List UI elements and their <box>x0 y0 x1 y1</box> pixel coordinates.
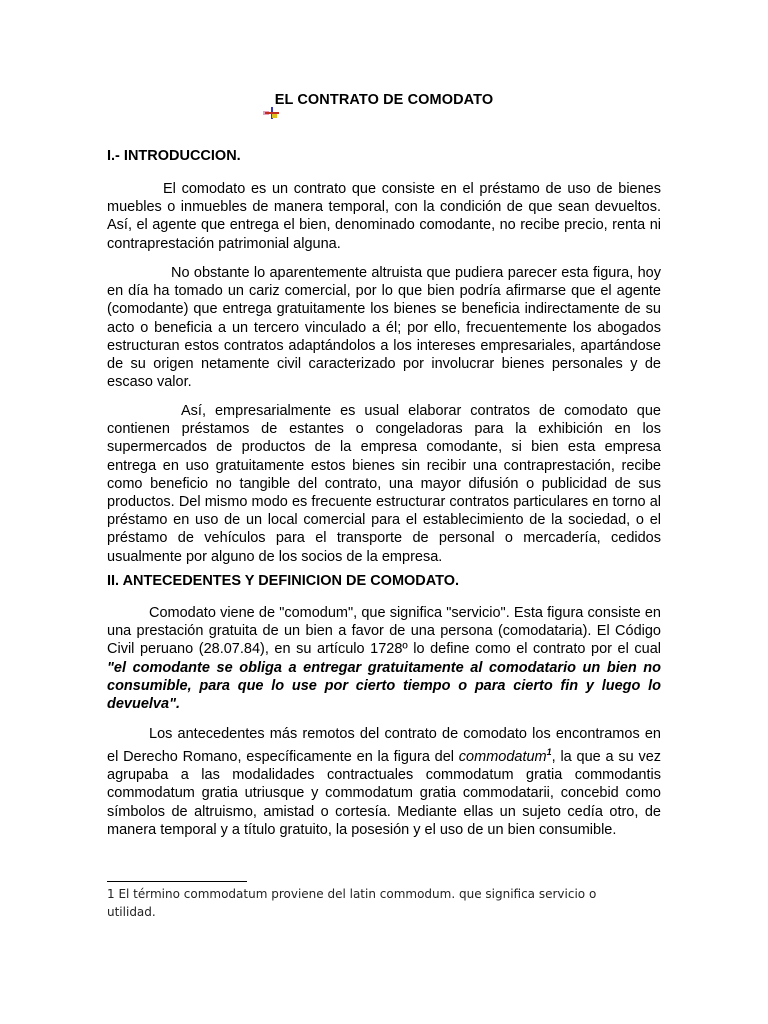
footnote-ref[interactable]: 1 <box>546 747 552 758</box>
civil-code-quote: "el comodante se obliga a entregar gratuitamente al comodatario un bien no consumible, para que lo use por cierto tiempo o para cierto fin y luego lo devuelva". <box>107 659 661 713</box>
section-heading-introduccion: I.- INTRODUCCION. <box>107 148 241 164</box>
paragraph-antecedentes-2-a: Los antecedentes más remotos del contrato de comodato los encontramos en el Derecho Romano, específicamente en la figura del <box>107 726 661 766</box>
crosshair-mark-icon <box>262 106 280 120</box>
paragraph-antecedentes-1-lead: Comodato viene de "comodum", que significa "servicio". Esta figura consiste en una prestación gratuita de un bien a favor de una persona (comodataria). El Código Civil peruano (28.07.84), en su artículo 1728º lo define como el contrato por el cual <box>107 605 661 658</box>
footnote: 1 El término commodatum proviene del latin commodum. que significa servicio o utilidad. <box>107 887 597 919</box>
paragraph-antecedentes-2 <box>107 725 661 839</box>
title-text: EL CONTRATO DE COMODATO <box>274 92 494 108</box>
paragraph-antecedentes-1 <box>107 604 661 713</box>
document-title <box>0 92 768 108</box>
paragraph-antecedentes-2-b: , la que a su vez agrupaba a las modalidades contractuales commodatum gratia commodantis commodatum gratia utriusque y commodatum gratia commodatarii, concebid como símbolos de altruismo, amistad o cortesía. Mediante ellas un sujeto cedía otro, de manera temporal y a título gratuito, la posesión y el uso de un bien consumible. <box>107 749 662 838</box>
footnote-divider <box>107 881 247 882</box>
commodatum-term: commodatum <box>458 749 547 766</box>
paragraph-intro-1: El comodato es un contrato que consiste en el préstamo de uso de bienes muebles o inmuebles de manera temporal, con la condición de que sean devueltos. Así, el agente que entrega el bien, denominado comodante, no recibe precio, renta ni contraprestación patrimonial alguna. <box>107 181 661 252</box>
paragraph-intro-3: Así, empresarialmente es usual elaborar contratos de comodato que contienen préstamos de estantes o congeladoras para la exhibición en los supermercados de productos de la empresa comodante, si bien esta empresa entrega en uso gratuitamente estos bienes sin recibir una contraprestación, recibe como beneficio no tangible del contrato, una mayor difusión o publicidad de sus productos. Del mismo modo es frecuente estructurar contratos particulares en torno al préstamo en uso de un local comercial para el establecimiento de la sociedad, o el préstamo de vehículos para el transporte de personal o mercadería, cedidos usualmente por alguno de los socios de la empresa. <box>107 403 661 565</box>
paragraph-intro-2: No obstante lo aparentemente altruista que pudiera parecer esta figura, hoy en día ha tomado un cariz comercial, por lo que bien podría afirmarse que el agente (comodante) que entrega gratuitamente los bienes se beneficia indirectamente de su acto o beneficia a un tercero vinculado a él; por ello, frecuentemente los abogados estructuran estos contratos adaptándolos a los intereses empresariales, apartándose de su origen netamente civil caracterizado por involucrar bienes personales y de escaso valor. <box>107 265 661 391</box>
section-heading-antecedentes: II. ANTECEDENTES Y DEFINICION DE COMODATO. <box>107 573 460 589</box>
